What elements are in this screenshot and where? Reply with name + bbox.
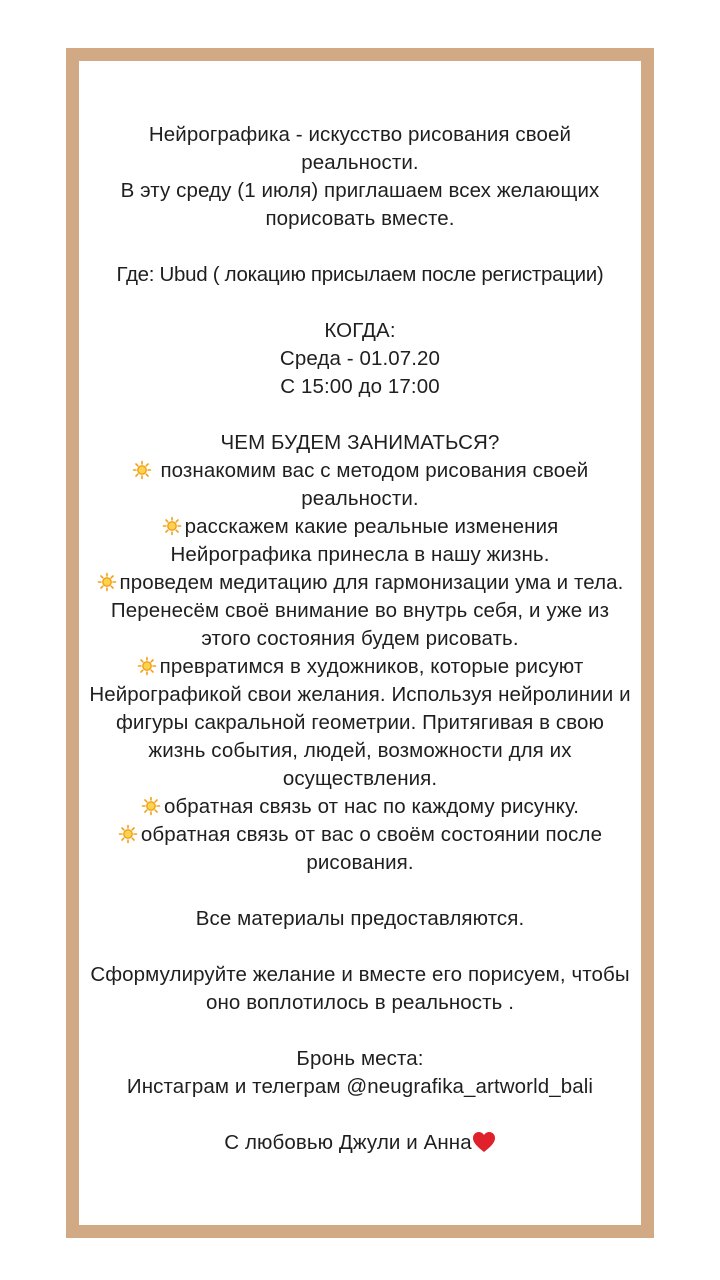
intro-line-2: В эту среду (1 июля) приглашаем всех желающих порисовать вместе. [120,179,600,230]
signature-text: С любовью Джули и Анна [224,1131,472,1154]
when-time: С 15:00 до 17:00 [280,375,440,398]
activity-item [79,569,641,653]
activity-item [79,457,641,513]
activity-item [79,821,641,877]
when-heading: КОГДА: [324,319,396,342]
booking-label: Бронь места: [296,1047,424,1070]
location-text: Где: Ubud ( локацию присылаем после регистрации) [116,263,604,286]
materials-text: Все материалы предоставляются. [195,907,525,930]
wish-text: Сформулируйте желание и вместе его порисуем, чтобы оно воплотилось в реальность . [90,963,630,1014]
sun-emoji-icon [132,460,152,480]
activity-item-text: превратимся в художников, которые рисуют Нейрографикой свои желания. Используя нейролинии и фигуры сакральной геометрии. Притягивая в свою жизнь события, людей, возможности для их осуществления. [89,655,631,790]
activity-item-text: обратная связь от нас по каждому рисунку. [163,795,580,818]
sun-emoji-icon [162,516,182,536]
sun-emoji-icon [141,796,161,816]
sun-emoji-icon [137,656,157,676]
activities-heading: ЧЕМ БУДЕМ ЗАНИМАТЬСЯ? [220,431,500,454]
activity-item [79,513,641,569]
poster-frame [66,48,654,1238]
activity-item-text: проведем медитацию для гармонизации ума и тела. Перенесём своё внимание во внутрь себя, и уже из этого состояния будем рисовать. [110,571,624,650]
intro-line-1: Нейрографика - искусство рисования своей реальности. [148,123,572,174]
when-date: Среда - 01.07.20 [279,347,441,370]
sun-emoji-icon [118,824,138,844]
activity-item-text: познакомим вас с методом рисования своей реальности. [154,459,589,510]
poster-text [79,121,641,1157]
red-heart-icon [472,1131,496,1153]
signature [79,1129,641,1157]
activity-item-text: обратная связь от вас о своём состоянии после рисования. [140,823,603,874]
sun-emoji-icon [97,572,117,592]
booking-contacts: Инстаграм и телеграм @neugrafika_artworld_bali [126,1075,594,1098]
activity-item-text: расскажем какие реальные изменения Нейрографика принесла в нашу жизнь. [170,515,559,566]
activity-item [79,793,641,821]
activity-item [79,653,641,793]
